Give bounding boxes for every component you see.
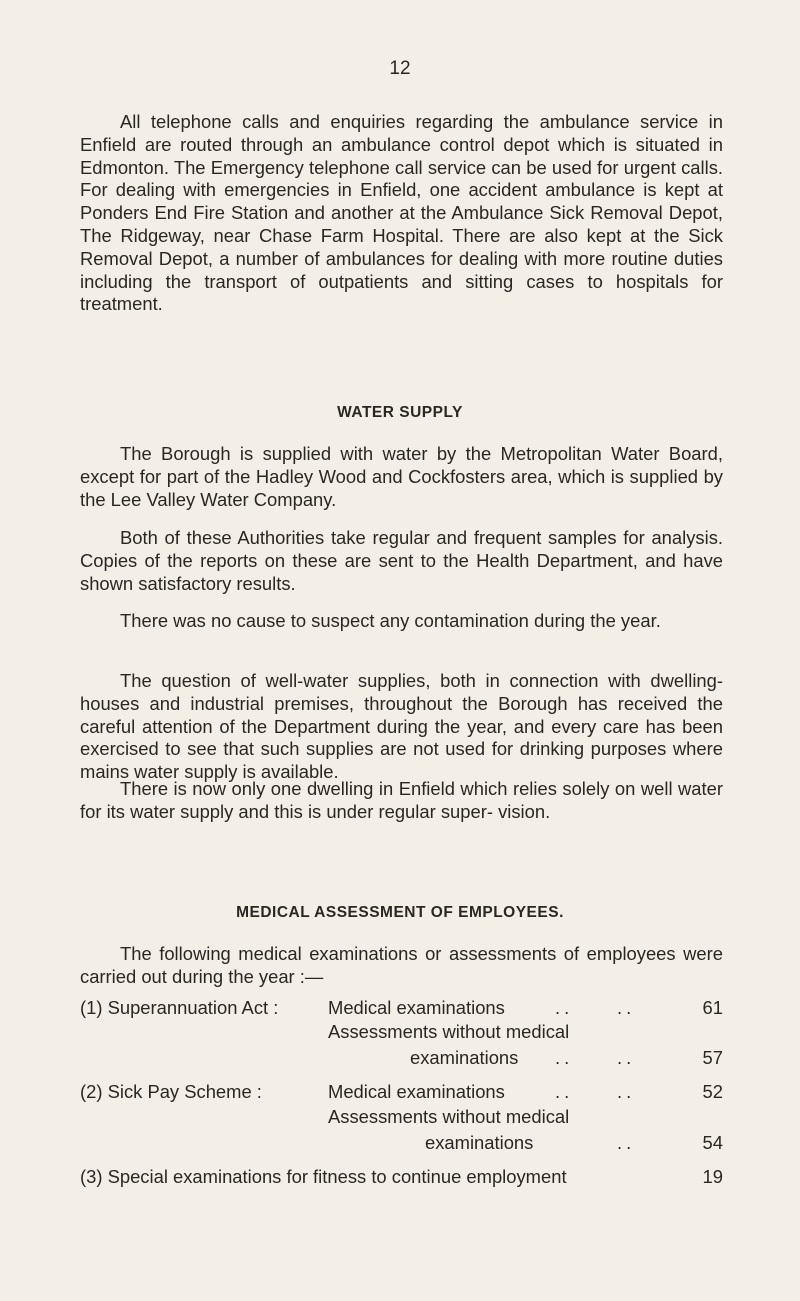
superannuation-medical-label: Medical examinations	[328, 997, 505, 1018]
medical-intro: The following medical examinations or assessments of employees were carried out during the year :—	[80, 943, 723, 987]
medical-intro-block	[80, 943, 723, 989]
water-supply-paragraph-1: The Borough is supplied with water by the Metropolitan Water Board, except for part of the Hadley Wood and Cockfosters area, which is supplied by the Lee Valley Water Company.	[80, 443, 723, 510]
leader-dots: ..	[555, 1047, 574, 1068]
ambulance-section	[80, 111, 723, 316]
superannuation-label: (1) Superannuation Act :	[80, 997, 279, 1018]
water-supply-paragraph-2: Both of these Authorities take regular and frequent samples for analysis. Copies of the reports on these are sent to the Health Department, and have shown satisfactory results.	[80, 527, 723, 594]
water-supply-para-3-block	[80, 610, 723, 633]
page-number: 12	[389, 58, 411, 79]
water-supply-para-5-block	[80, 778, 723, 824]
water-supply-para-2-block	[80, 527, 723, 595]
leader-dots: ..	[617, 997, 636, 1018]
ambulance-paragraph: All telephone calls and enquiries regarding the ambulance service in Enfield are routed through an ambulance control depot which is situated in Edmonton. The Emergency telephone call service can be used for urgent calls. For dealing with emergencies in Enfield, one accident ambulance is kept at Ponders End Fire Station and another at the Ambulance Sick Removal Depot, The Ridgeway, near Chase Farm Hospital. There are also kept at the Sick Removal Depot, a number of ambulances for dealing with more routine duties including the transport of outpatients and sitting cases to hospitals for treatment.	[80, 111, 723, 315]
sick-pay-assessments-value: 54	[702, 1132, 723, 1153]
superannuation-assessments-value: 57	[702, 1047, 723, 1068]
water-supply-para-1-block	[80, 443, 723, 511]
water-supply-paragraph-3: There was no cause to suspect any contamination during the year.	[120, 610, 661, 631]
medical-assessment-heading: MEDICAL ASSESSMENT OF EMPLOYEES.	[236, 904, 564, 921]
superannuation-assessments-label-2: examinations	[410, 1047, 519, 1068]
leader-dots: ..	[617, 1132, 636, 1153]
water-supply-paragraph-5: There is now only one dwelling in Enfield which relies solely on well water for its water supply and this is under regular super- vision.	[80, 778, 723, 822]
water-supply-heading: WATER SUPPLY	[337, 404, 463, 421]
sick-pay-assessments-label-2: examinations	[425, 1132, 534, 1153]
leader-dots: ..	[617, 1047, 636, 1068]
sick-pay-medical-label: Medical examinations	[328, 1081, 505, 1102]
superannuation-assessments-label: Assessments without medical	[328, 1021, 570, 1042]
water-supply-para-4-block	[80, 670, 723, 784]
leader-dots: ..	[555, 997, 574, 1018]
sick-pay-assessments-label: Assessments without medical	[328, 1106, 570, 1127]
sick-pay-medical-value: 52	[702, 1081, 723, 1102]
leader-dots: ..	[555, 1081, 574, 1102]
sick-pay-label: (2) Sick Pay Scheme :	[80, 1081, 262, 1102]
leader-dots: ..	[617, 1081, 636, 1102]
special-examinations-label: (3) Special examinations for fitness to continue employment	[80, 1166, 567, 1187]
water-supply-paragraph-4: The question of well-water supplies, both in connection with dwelling-houses and industrial premises, throughout the Borough has received the careful attention of the Department during the year, and every care has been exercised to see that such supplies are not used for drinking purposes where mains water supply is available.	[80, 670, 723, 783]
superannuation-medical-value: 61	[702, 997, 723, 1018]
special-examinations-value: 19	[702, 1166, 723, 1187]
